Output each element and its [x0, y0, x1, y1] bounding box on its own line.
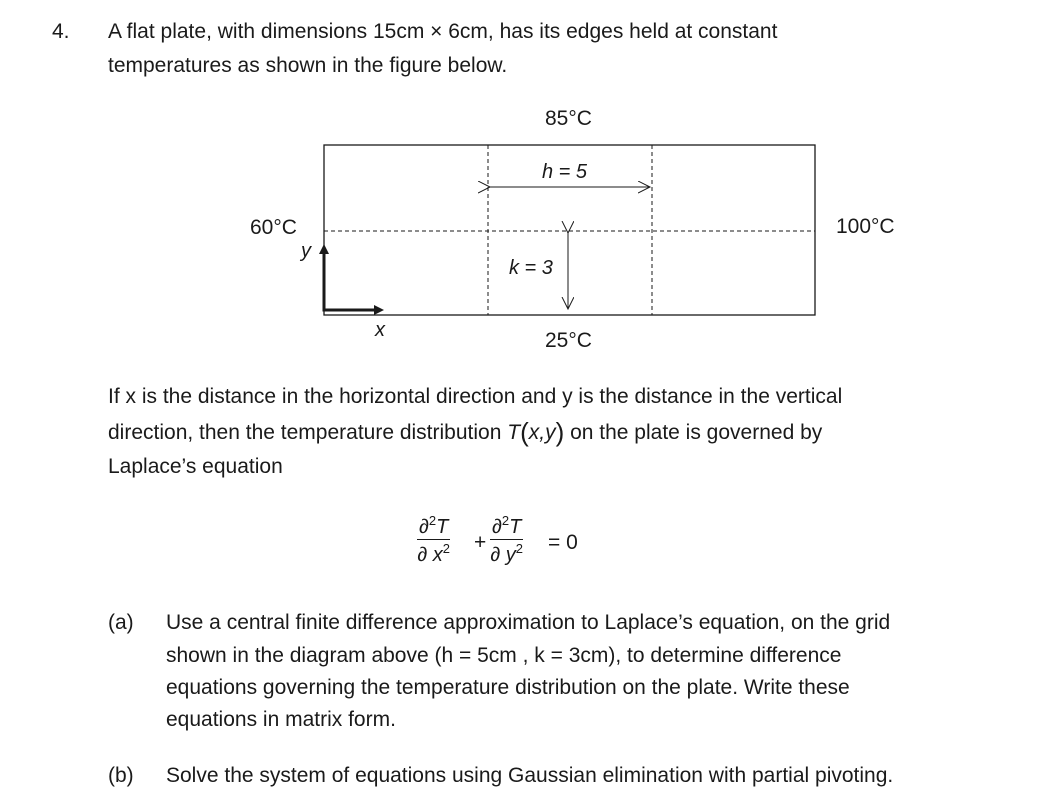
- part-a-line-2: shown in the diagram above (h = 5cm , k = 3cm), to determine difference: [166, 644, 842, 667]
- body-line-1: If x is the distance in the horizontal direction and y is the distance in the vertical: [108, 385, 843, 408]
- equation-plus: +: [474, 531, 487, 554]
- body-line-2-start: direction, then the temperature distribution: [108, 421, 508, 444]
- body-line-2-end: on the plate is governed by: [564, 421, 823, 444]
- axes-lines: [324, 252, 376, 310]
- y-axis-label: y: [301, 240, 311, 262]
- part-a-line-1: Use a central finite difference approximation to Laplace’s equation, on the grid: [166, 611, 891, 634]
- part-a-line-3: equations governing the temperature distribution on the plate. Write these: [166, 676, 850, 699]
- x-axis-label: x: [375, 319, 385, 341]
- left-edge-temperature: 60°C: [250, 216, 297, 239]
- part-a-label: (a): [108, 611, 134, 634]
- bottom-edge-temperature: 25°C: [545, 329, 592, 352]
- intro-line-1: A flat plate, with dimensions 15cm × 6cm, has its edges held at constant: [108, 20, 778, 43]
- fraction-d2t-dx2: $\frac{\partial^2T}{\partial x^2}$: [417, 513, 451, 566]
- x-axis-arrowhead: [374, 305, 384, 315]
- body-line-2: direction, then the temperature distribution T(x,y) on the plate is governed by: [108, 417, 823, 447]
- top-edge-temperature: 85°C: [545, 107, 592, 130]
- temperature-symbol: T: [507, 421, 521, 444]
- part-b-label: (b): [108, 764, 134, 787]
- part-b-line-1: Solve the system of equations using Gaussian elimination with partial pivoting.: [166, 764, 894, 787]
- fraction-d2t-dy2: $\frac{\partial^2T}{\partial y^2}$: [490, 513, 524, 566]
- right-edge-temperature: 100°C: [836, 215, 895, 238]
- part-a-line-4: equations in matrix form.: [166, 708, 396, 731]
- intro-line-2: temperatures as shown in the figure below.: [108, 54, 508, 77]
- y-axis-arrowhead: [319, 244, 329, 254]
- h-spacing-label: h = 5: [542, 161, 588, 183]
- equation-equals-zero: = 0: [548, 531, 578, 554]
- k-spacing-label: k = 3: [509, 257, 553, 279]
- question-number: 4.: [52, 20, 70, 43]
- temperature-arguments: x,y: [528, 421, 556, 444]
- body-line-3: Laplace’s equation: [108, 455, 283, 478]
